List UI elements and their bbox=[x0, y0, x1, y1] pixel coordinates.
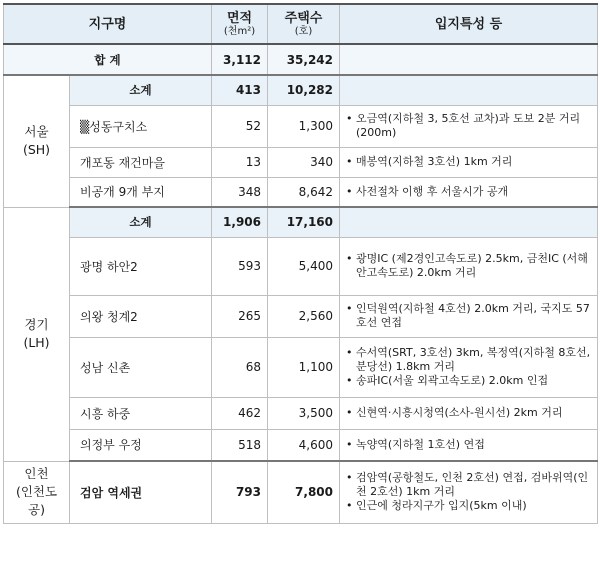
subtotal-units: 17,160 bbox=[268, 207, 340, 237]
desc-item: • 송파IC(서울 외곽고속도로) 2.0km 인접 bbox=[346, 374, 593, 388]
desc-item: • 인근에 청라지구가 입지(5km 이내) bbox=[346, 499, 593, 513]
header-units: 주택수 (호) bbox=[268, 4, 340, 44]
site-name: ▒성동구치소 bbox=[70, 105, 212, 147]
site-units: 3,500 bbox=[268, 397, 340, 429]
table-row bbox=[4, 237, 598, 295]
site-name: 비공개 9개 부지 bbox=[70, 177, 212, 207]
table-row bbox=[4, 177, 598, 207]
region-incheon: 인천 (인천도공) bbox=[4, 461, 70, 523]
table-row bbox=[4, 461, 598, 523]
site-desc bbox=[340, 237, 598, 295]
site-area: 593 bbox=[212, 237, 268, 295]
site-area: 518 bbox=[212, 429, 268, 461]
site-name: 개포동 재건마을 bbox=[70, 147, 212, 177]
total-row bbox=[4, 44, 598, 75]
desc-item: • 녹양역(지하철 1호선) 연접 bbox=[346, 438, 593, 452]
site-desc bbox=[340, 147, 598, 177]
desc-item: • 검암역(공항철도, 인천 2호선) 연접, 검바위역(인천 2호선) 1km 거리 bbox=[346, 471, 593, 499]
site-desc bbox=[340, 105, 598, 147]
table-row bbox=[4, 337, 598, 397]
subtotal-label: 소계 bbox=[70, 207, 212, 237]
table-row bbox=[4, 147, 598, 177]
desc-item: • 사전절차 이행 후 서울시가 공개 bbox=[346, 185, 593, 199]
site-area: 52 bbox=[212, 105, 268, 147]
gyeonggi-subtotal-row bbox=[4, 207, 598, 237]
site-area: 13 bbox=[212, 147, 268, 177]
header-row bbox=[4, 4, 598, 44]
site-name: 의왕 청계2 bbox=[70, 295, 212, 337]
site-units: 340 bbox=[268, 147, 340, 177]
total-label: 합 계 bbox=[4, 44, 212, 75]
site-desc bbox=[340, 429, 598, 461]
site-name: 광명 하안2 bbox=[70, 237, 212, 295]
site-area: 265 bbox=[212, 295, 268, 337]
subtotal-label: 소계 bbox=[70, 75, 212, 105]
seoul-subtotal-row bbox=[4, 75, 598, 105]
site-area: 462 bbox=[212, 397, 268, 429]
site-units: 2,560 bbox=[268, 295, 340, 337]
site-units: 1,300 bbox=[268, 105, 340, 147]
subtotal-desc bbox=[340, 75, 598, 105]
header-area: 면적 (천m²) bbox=[212, 4, 268, 44]
total-units: 35,242 bbox=[268, 44, 340, 75]
desc-item: • 매봉역(지하철 3호선) 1km 거리 bbox=[346, 155, 593, 169]
site-desc bbox=[340, 461, 598, 523]
subtotal-area: 413 bbox=[212, 75, 268, 105]
site-desc bbox=[340, 295, 598, 337]
desc-item: • 신현역·시흥시청역(소사-원시선) 2km 거리 bbox=[346, 406, 593, 420]
housing-site-table bbox=[3, 3, 598, 524]
subtotal-area: 1,906 bbox=[212, 207, 268, 237]
site-desc bbox=[340, 177, 598, 207]
table-row bbox=[4, 429, 598, 461]
site-units: 5,400 bbox=[268, 237, 340, 295]
header-features: 입지특성 등 bbox=[340, 4, 598, 44]
site-name: 의정부 우정 bbox=[70, 429, 212, 461]
table-row bbox=[4, 105, 598, 147]
site-units: 4,600 bbox=[268, 429, 340, 461]
site-area: 793 bbox=[212, 461, 268, 523]
desc-item: • 수서역(SRT, 3호선) 3km, 복정역(지하철 8호선,분당선) 1.8km 거리 bbox=[346, 346, 593, 374]
header-district: 지구명 bbox=[4, 4, 212, 44]
desc-item: • 오금역(지하철 3, 5호선 교차)과 도보 2분 거리(200m) bbox=[346, 112, 593, 140]
table-row bbox=[4, 397, 598, 429]
site-area: 68 bbox=[212, 337, 268, 397]
site-units: 7,800 bbox=[268, 461, 340, 523]
site-units: 8,642 bbox=[268, 177, 340, 207]
total-area: 3,112 bbox=[212, 44, 268, 75]
region-gyeonggi: 경기 (LH) bbox=[4, 207, 70, 461]
site-desc bbox=[340, 397, 598, 429]
site-name: 시흥 하중 bbox=[70, 397, 212, 429]
subtotal-desc bbox=[340, 207, 598, 237]
table-row bbox=[4, 295, 598, 337]
total-desc bbox=[340, 44, 598, 75]
site-name: 성남 신촌 bbox=[70, 337, 212, 397]
subtotal-units: 10,282 bbox=[268, 75, 340, 105]
desc-item: • 인덕원역(지하철 4호선) 2.0km 거리, 국지도 57호선 연접 bbox=[346, 302, 593, 330]
site-units: 1,100 bbox=[268, 337, 340, 397]
region-seoul: 서울 (SH) bbox=[4, 75, 70, 207]
site-name: 검암 역세권 bbox=[70, 461, 212, 523]
desc-item: • 광명IC (제2경인고속도로) 2.5km, 금천IC (서해안고속도로) 2.0km 거리 bbox=[346, 252, 593, 280]
site-desc bbox=[340, 337, 598, 397]
site-area: 348 bbox=[212, 177, 268, 207]
